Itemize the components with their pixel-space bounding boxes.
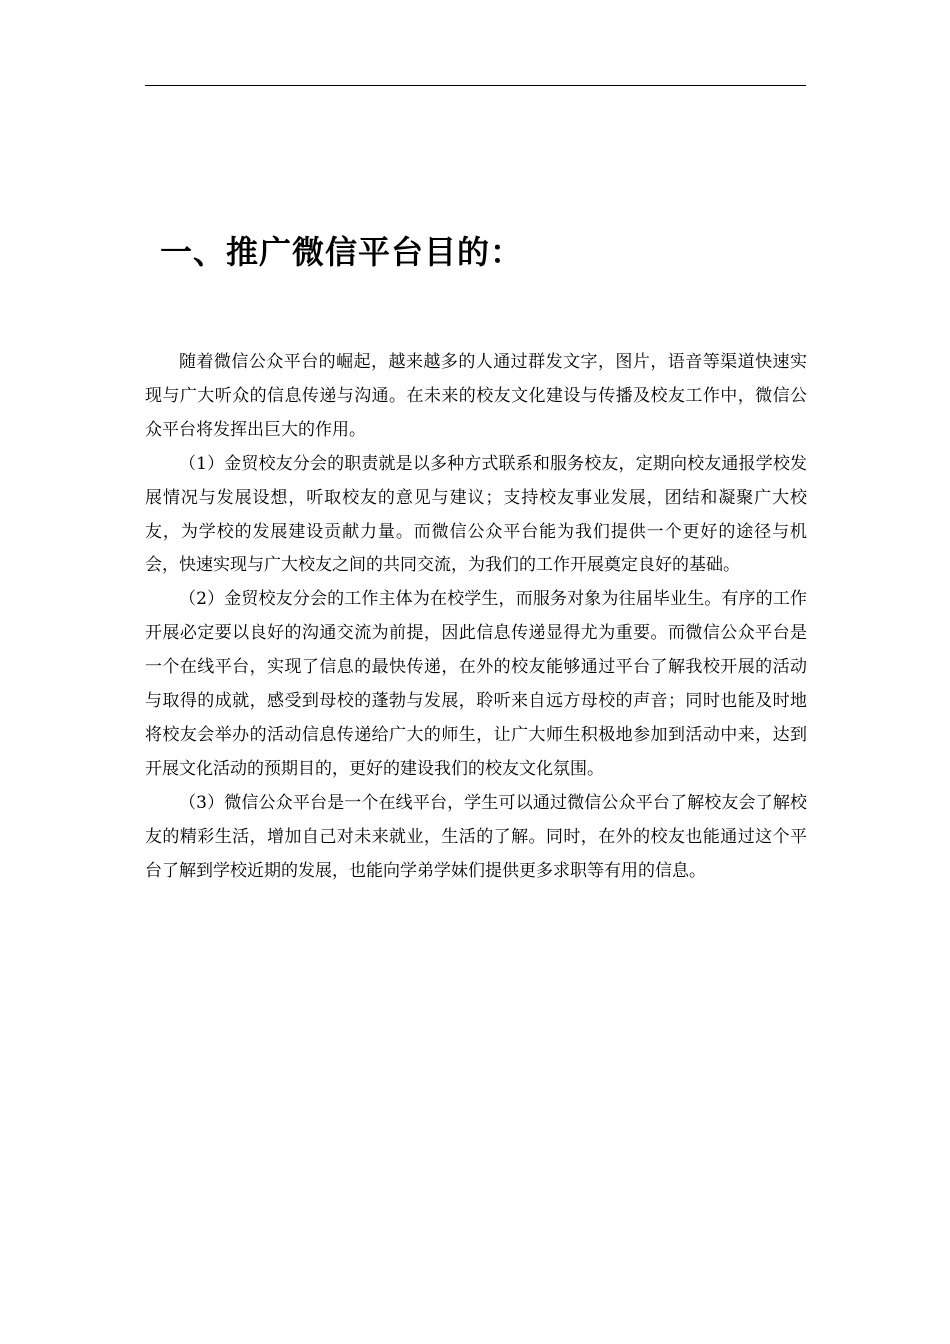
- section-heading: 一、推广微信平台目的：: [160, 233, 524, 271]
- body-text: [145, 346, 807, 889]
- intro-paragraph: 随着微信公众平台的崛起，越来越多的人通过群发文字，图片，语音等渠道快速实现与广大听众的信息传递与沟通。在未来的校友文化建设与传播及校友工作中，微信公众平台将发挥出巨大的作用。: [145, 352, 807, 440]
- point-2-paragraph: （2）金贸校友分会的工作主体为在校学生，而服务对象为往届毕业生。有序的工作开展必定要以良好的沟通交流为前提，因此信息传递显得尤为重要。而微信公众平台是一个在线平台，实现了信息的最快传递，在外的校友能够通过平台了解我校开展的活动与取得的成就，感受到母校的蓬勃与发展，聆听来自远方母校的声音；同时也能及时地将校友会举办的活动信息传递给广大的师生，让广大师生积极地参加到活动中来，达到开展文化活动的预期目的，更好的建设我们的校友文化氛围。: [145, 589, 807, 779]
- point-1-paragraph: （1）金贸校友分会的职责就是以多种方式联系和服务校友，定期向校友通报学校发展情况与发展设想，听取校友的意见与建议；支持校友事业发展，团结和凝聚广大校友，为学校的发展建设贡献力量。而微信公众平台能为我们提供一个更好的途径与机会，快速实现与广大校友之间的共同交流，为我们的工作开展奠定良好的基础。: [145, 453, 807, 576]
- header-rule: [145, 85, 806, 86]
- point-3-paragraph: （3）微信公众平台是一个在线平台，学生可以通过微信公众平台了解校友会了解校友的精彩生活，增加自己对未来就业，生活的了解。同时，在外的校友也能通过这个平台了解到学校近期的发展，也能向学弟学妹们提供更多求职等有用的信息。: [145, 792, 807, 881]
